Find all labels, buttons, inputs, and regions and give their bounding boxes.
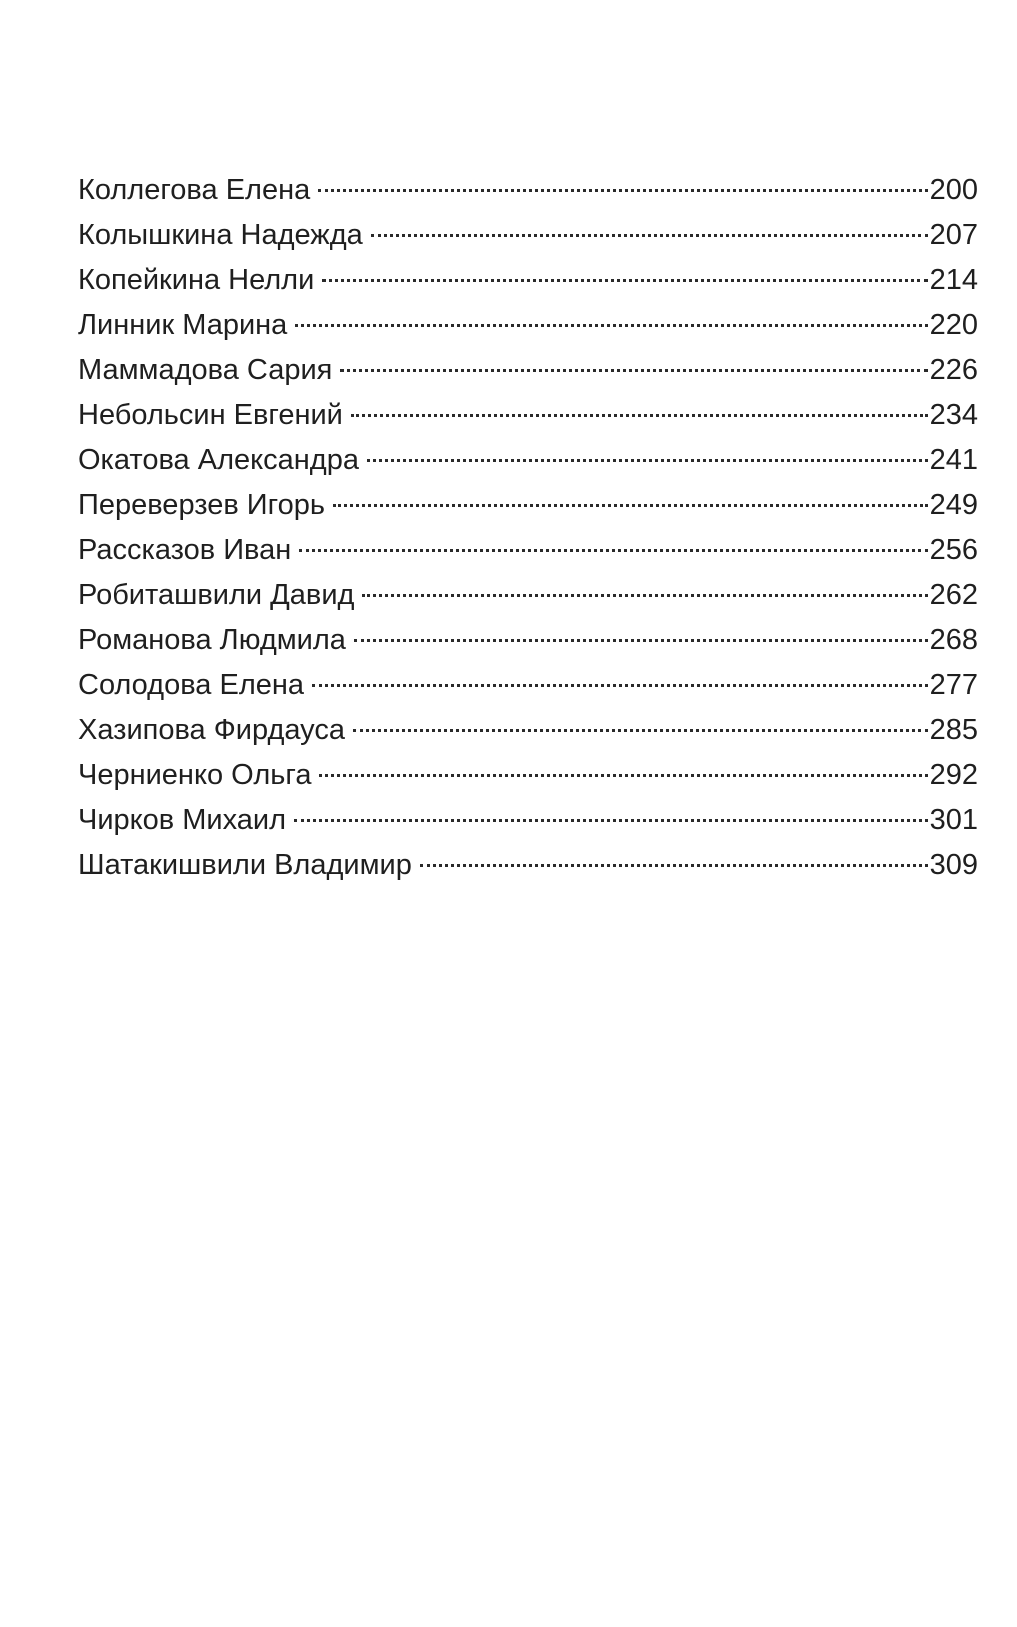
page-number: 249	[929, 489, 978, 521]
page-number: 200	[929, 174, 978, 206]
page-number: 301	[929, 804, 978, 836]
page-number: 292	[929, 759, 978, 791]
dot-leader	[333, 504, 928, 507]
dot-leader	[367, 459, 928, 462]
page-number: 285	[929, 714, 978, 746]
toc-entry	[78, 213, 978, 258]
page-number: 262	[929, 579, 978, 611]
author-name: Переверзев Игорь	[78, 489, 325, 521]
toc-entry	[78, 348, 978, 393]
page-number: 220	[929, 309, 978, 341]
toc-entry	[78, 168, 978, 213]
toc-entry	[78, 483, 978, 528]
dot-leader	[362, 594, 927, 597]
toc-entry	[78, 663, 978, 708]
page-number: 234	[929, 399, 978, 431]
author-name: Линник Марина	[78, 309, 288, 341]
author-name: Чирков Михаил	[78, 804, 287, 836]
toc-entry	[78, 573, 978, 618]
dot-leader	[299, 549, 927, 552]
author-name: Колышкина Надежда	[78, 219, 363, 251]
author-name: Робиташвили Давид	[78, 579, 355, 611]
author-name: Солодова Елена	[78, 669, 305, 701]
dot-leader	[319, 774, 927, 777]
dot-leader	[340, 369, 927, 372]
table-of-contents	[78, 168, 978, 888]
author-name: Шатакишвили Владимир	[78, 849, 412, 881]
author-name: Хазипова Фирдауса	[78, 714, 345, 746]
page-number: 309	[929, 849, 978, 881]
dot-leader	[353, 729, 928, 732]
toc-entry	[78, 438, 978, 483]
dot-leader	[318, 189, 927, 192]
dot-leader	[322, 279, 927, 282]
dot-leader	[295, 324, 927, 327]
author-name: Романова Людмила	[78, 624, 346, 656]
page-number: 226	[929, 354, 978, 386]
page-number: 268	[929, 624, 978, 656]
author-name: Окатова Александра	[78, 444, 359, 476]
author-name: Коллегова Елена	[78, 174, 311, 206]
author-name: Небольсин Евгений	[78, 399, 343, 431]
toc-entry	[78, 618, 978, 663]
page-number: 277	[929, 669, 978, 701]
page-number: 214	[929, 264, 978, 296]
toc-entry	[78, 798, 978, 843]
author-name: Рассказов Иван	[78, 534, 292, 566]
toc-entry	[78, 843, 978, 888]
dot-leader	[351, 414, 928, 417]
toc-entry	[78, 753, 978, 798]
author-name: Копейкина Нелли	[78, 264, 315, 296]
dot-leader	[354, 639, 928, 642]
toc-entry	[78, 258, 978, 303]
toc-entry	[78, 708, 978, 753]
author-name: Черниенко Ольга	[78, 759, 312, 791]
page-number: 241	[929, 444, 978, 476]
dot-leader	[294, 819, 928, 822]
dot-leader	[312, 684, 928, 687]
page-number: 256	[929, 534, 978, 566]
dot-leader	[371, 234, 928, 237]
toc-entry	[78, 393, 978, 438]
dot-leader	[420, 864, 928, 867]
toc-entry	[78, 528, 978, 573]
author-name: Маммадова Сария	[78, 354, 333, 386]
page-number: 207	[929, 219, 978, 251]
toc-entry	[78, 303, 978, 348]
